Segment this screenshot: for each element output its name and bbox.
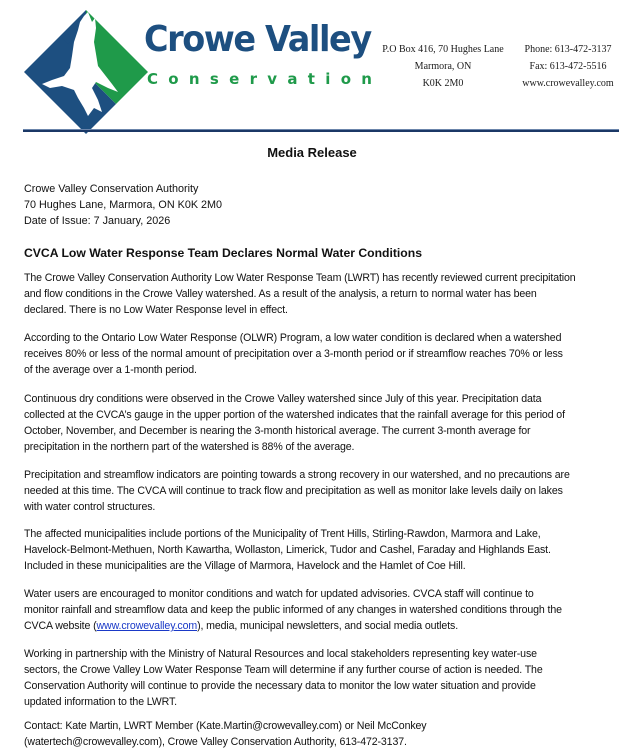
issuer-address: 70 Hughes Lane, Marmora, ON K0K 2M0 (24, 199, 223, 211)
issuer-name: Crowe Valley Conservation Authority (24, 183, 199, 195)
paragraph-olwr-program (24, 330, 624, 378)
paragraph-line: According to the Ontario Low Water Response (OLWR) Program, a low water condition is declared when a watershed (24, 332, 562, 344)
issuer-block (24, 181, 624, 229)
address-line: Marmora, ON (414, 61, 472, 72)
paragraph-line: Continuous dry conditions were observed in the Crowe Valley watershed since July of this year. Precipitation data (24, 393, 542, 405)
link-suffix: ), media, municipal newsletters, and social media outlets. (197, 620, 459, 632)
release-headline: CVCA Low Water Response Team Declares Normal Water Conditions (24, 246, 422, 260)
paragraph-line: and flow conditions in the Crowe Valley watershed. As a result of the analysis, a return to normal water has been (24, 288, 537, 300)
paragraph-line: The Crowe Valley Conservation Authority Low Water Response Team (LWRT) has recently reviewed current precipitation (24, 272, 576, 284)
logo-wordmark: Crowe Valley (144, 19, 371, 60)
paragraph-line: October, November, and December is nearing the 3-month historical average. The current 3-month average for (24, 425, 531, 437)
logo-subtitle: Conservation (147, 70, 383, 88)
paragraph-advisories (24, 586, 624, 634)
phone-number: Phone: 613-472-3137 (524, 44, 612, 55)
osprey-diamond-icon (22, 8, 150, 136)
paragraph-line: (watertech@crowevalley.com), Crowe Valley Conservation Authority, 613-472-3137. (24, 736, 407, 748)
paragraph-recovery (24, 467, 624, 515)
paragraph-line: needed at this time. The CVCA will continue to track flow and precipitation as well as monitor lake levels daily on lakes (24, 485, 563, 497)
paragraph-line: Contact: Kate Martin, LWRT Member (Kate.Martin@crowevalley.com) or Neil McConkey (24, 720, 427, 732)
paragraph-line (24, 618, 624, 634)
paragraph-line: declared. There is no Low Water Response level in effect. (24, 304, 288, 316)
paragraph-line: Conservation Authority will continue to provide the necessary data to monitor the low water situation and provide (24, 680, 536, 692)
paragraph-line: Precipitation and streamflow indicators are pointing towards a strong recovery in our watershed, and no precautions are (24, 469, 570, 481)
paragraph-line: Water users are encouraged to monitor conditions and watch for updated advisories. CVCA staff will continue to (24, 588, 534, 600)
address-line: P.O Box 416, 70 Hughes Lane (382, 44, 504, 55)
mailing-address (382, 41, 504, 92)
rule-notch-decoration (77, 118, 89, 129)
paragraph-review (24, 270, 624, 318)
link-prefix: CVCA website ( (24, 620, 97, 632)
contact-paragraph (24, 718, 624, 750)
paragraph-line: collected at the CVCA’s gauge in the upper portion of the watershed indicates that the rainfall average for this period of (24, 409, 565, 421)
fax-number: Fax: 613-472-5516 (529, 61, 607, 72)
website-link[interactable]: www.crowevalley.com (96, 620, 198, 632)
paragraph-dry-conditions (24, 391, 624, 455)
paragraph-partnership (24, 646, 624, 710)
letterhead (0, 0, 624, 140)
header-divider (23, 129, 619, 132)
paragraph-line: Havelock-Belmont-Methuen, North Kawartha, Wollaston, Limerick, Tudor and Cashel, Faraday and Highlands East. (24, 544, 551, 556)
paragraph-municipalities (24, 526, 624, 574)
paragraph-line: Included in these municipalities are the Village of Marmora, Havelock and the Hamlet of Coe Hill. (24, 560, 466, 572)
address-line: K0K 2M0 (422, 78, 464, 89)
paragraph-line: receives 80% or less of the normal amount of precipitation over a 3-month period or if streamflow reaches 70% or less (24, 348, 563, 360)
website-text: www.crowevalley.com (522, 78, 614, 89)
issue-date: Date of Issue: 7 January, 2026 (24, 215, 171, 227)
paragraph-line: updated information to the LWRT. (24, 696, 177, 708)
paragraph-line: of the average over a 1-month period. (24, 364, 197, 376)
contact-info (518, 41, 618, 92)
paragraph-line: with water control structures. (24, 501, 156, 513)
paragraph-line: precipitation in the northern part of the watershed is 88% of the average. (24, 441, 355, 453)
paragraph-line: Working in partnership with the Ministry of Natural Resources and local stakeholders representing key water-use (24, 648, 537, 660)
paragraph-line: monitor rainfall and streamflow data and keep the public informed of any changes in watershed conditions through the (24, 604, 562, 616)
document-title: Media Release (267, 145, 357, 160)
paragraph-line: sectors, the Crowe Valley Low Water Response Team will determine if any further course of action is needed. The (24, 664, 543, 676)
paragraph-line: The affected municipalities include portions of the Municipality of Trent Hills, Stirling-Rawdon, Marmora and Lake, (24, 528, 541, 540)
